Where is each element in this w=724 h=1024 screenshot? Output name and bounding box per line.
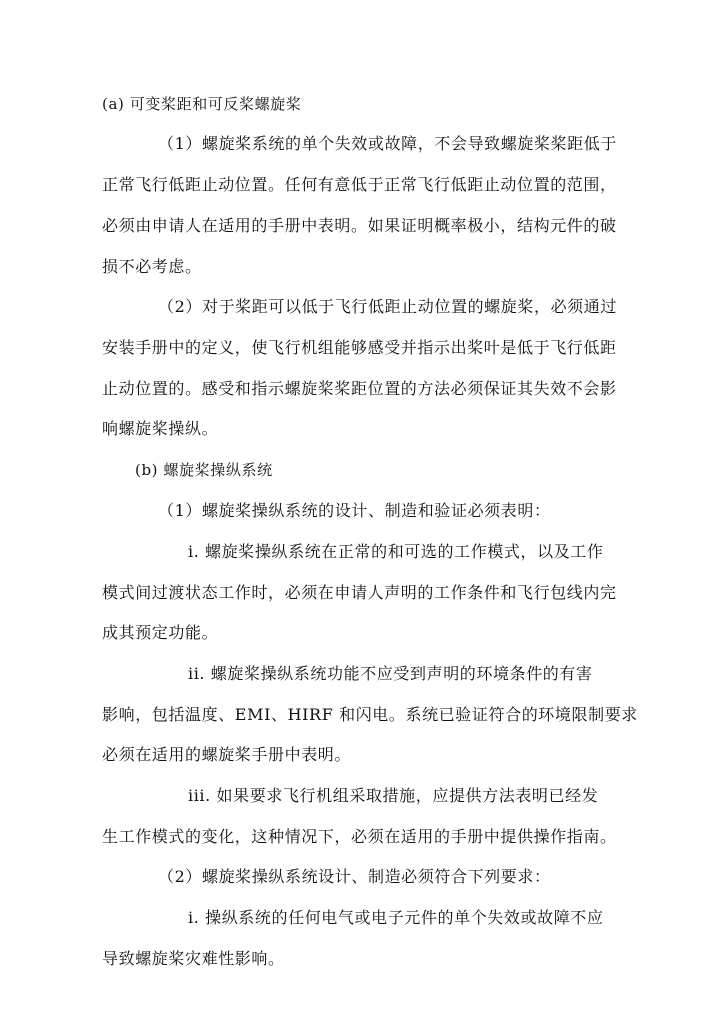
item-b2-i-line-2: 导致螺旋桨灾难性影响。 xyxy=(102,949,285,968)
item-b1-iii-line-1: iii. 如果要求飞行机组采取措施，应提供方法表明已经发 xyxy=(188,786,599,805)
item-b1-i-line-2: 模式间过渡状态工作时，必须在申请人声明的工作条件和飞行包线内完 xyxy=(102,583,617,602)
para-a2-line-2: 安装手册中的定义，使飞行机组能够感受并指示出桨叶是低于飞行低距 xyxy=(102,338,617,357)
item-b1-ii-line-2: 影响，包括温度、EMI、HIRF 和闪电。系统已验证符合的环境限制要求 xyxy=(102,705,638,724)
item-b2-i-line-1: i. 操纵系统的任何电气或电子元件的单个失效或故障不应 xyxy=(188,908,604,927)
item-b1-ii-line-3: 必须在适用的螺旋桨手册中表明。 xyxy=(102,745,352,764)
heading-b: (b) 螺旋桨操纵系统 xyxy=(135,461,273,479)
para-a2-line-3: 止动位置的。感受和指示螺旋桨桨距位置的方法必须保证其失效不会影 xyxy=(102,379,617,398)
para-a1-line-1: （1）螺旋桨系统的单个失效或故障，不会导致螺旋桨桨距低于 xyxy=(158,134,617,153)
item-b1-iii-line-2: 生工作模式的变化，这种情况下，必须在适用的手册中提供操作指南。 xyxy=(102,827,617,846)
para-a1-line-2: 正常飞行低距止动位置。任何有意低于正常飞行低距止动位置的范围， xyxy=(102,175,617,194)
para-a2-line-1: （2）对于桨距可以低于飞行低距止动位置的螺旋桨，必须通过 xyxy=(158,297,617,316)
para-a1-line-3: 必须由申请人在适用的手册中表明。如果证明概率极小，结构元件的破 xyxy=(102,216,617,235)
item-b1-ii-line-1: ii. 螺旋桨操纵系统功能不应受到声明的环境条件的有害 xyxy=(188,664,593,683)
para-a2-line-4: 响螺旋桨操纵。 xyxy=(102,419,219,438)
heading-a: (a) 可变桨距和可反桨螺旋桨 xyxy=(102,95,302,113)
para-b2: （2）螺旋桨操纵系统设计、制造必须符合下列要求： xyxy=(158,867,551,886)
para-a1-line-4: 损不必考虑。 xyxy=(102,257,202,276)
item-b1-i-line-3: 成其预定功能。 xyxy=(102,623,219,642)
item-b1-i-line-1: i. 螺旋桨操纵系统在正常的和可选的工作模式，以及工作 xyxy=(188,542,604,561)
para-b1: （1）螺旋桨操纵系统的设计、制造和验证必须表明： xyxy=(158,501,551,520)
